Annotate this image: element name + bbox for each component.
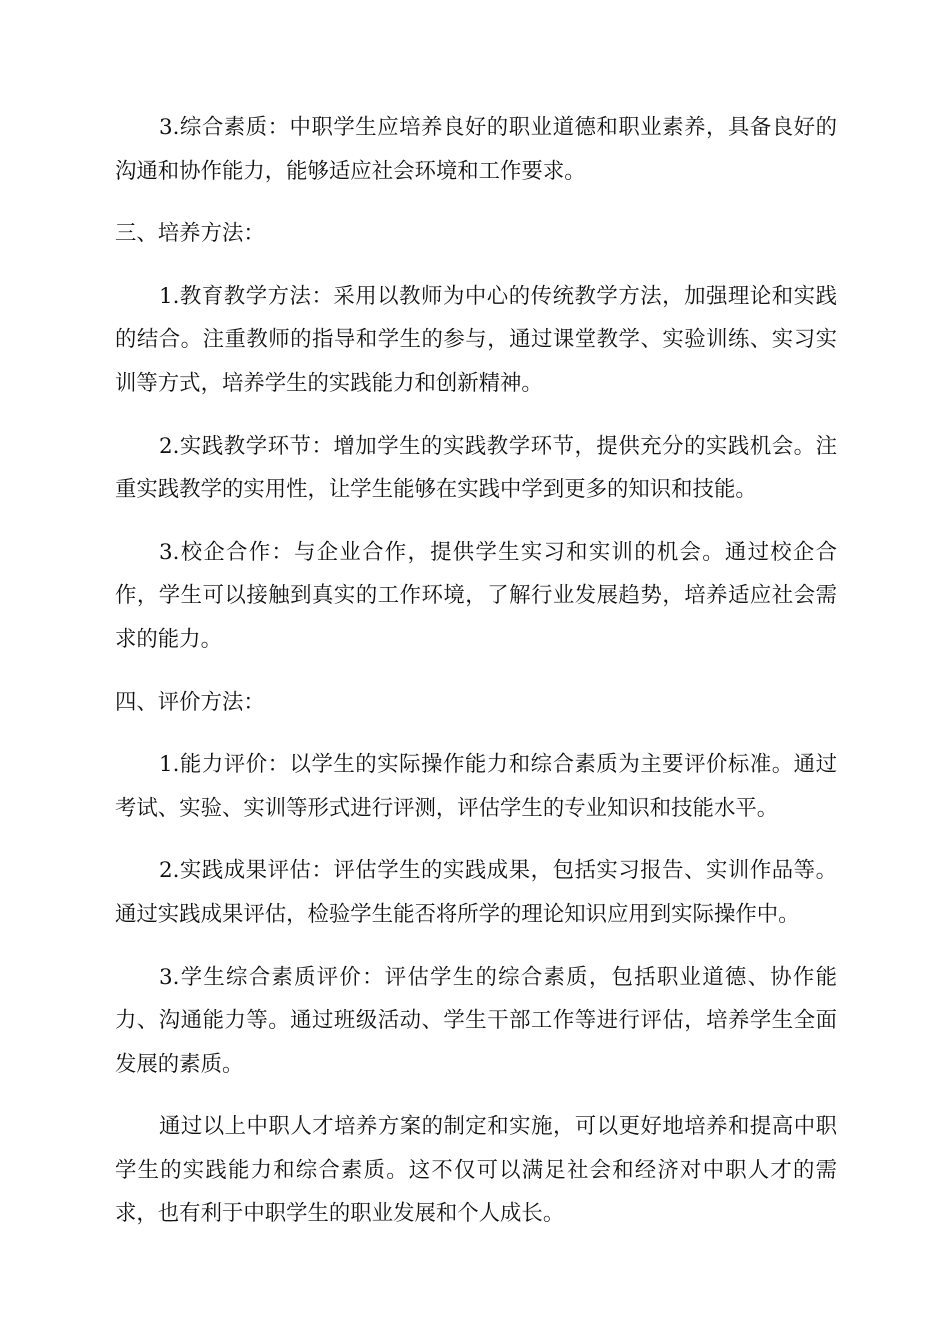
paragraph-teaching-methods: 1.教育教学方法：采用以教师为中心的传统教学方法，加强理论和实践的结合。注重教师的指导和学生的参与，通过课堂教学、实验训练、实习实训等方式，培养学生的实践能力和创新精神。 xyxy=(115,283,837,396)
paragraph-ability-evaluation: 1.能力评价：以学生的实际操作能力和综合素质为主要评价标准。通过考试、实验、实训等形式进行评测，评估学生的专业知识和技能水平。 xyxy=(115,752,837,821)
section-heading-evaluation-methods: 四、评价方法： xyxy=(115,689,265,715)
paragraph-practice-teaching: 2.实践教学环节：增加学生的实践教学环节，提供充分的实践机会。注重实践教学的实用性，让学生能够在实践中学到更多的知识和技能。 xyxy=(115,433,837,503)
paragraph-school-enterprise: 3.校企合作：与企业合作，提供学生实习和实训的机会。通过校企合作，学生可以接触到真实的工作环境，了解行业发展趋势，培养适应社会需求的能力。 xyxy=(115,539,837,652)
paragraph-quality-evaluation: 3.学生综合素质评价：评估学生的综合素质，包括职业道德、协作能力、沟通能力等。通过班级活动、学生干部工作等进行评估，培养学生全面发展的素质。 xyxy=(115,964,837,1077)
document-page xyxy=(115,106,837,1255)
paragraph-comprehensive-quality: 3.综合素质：中职学生应培养良好的职业道德和职业素养，具备良好的沟通和协作能力，能够适应社会环境和工作要求。 xyxy=(115,115,837,184)
paragraph-conclusion: 通过以上中职人才培养方案的制定和实施，可以更好地培养和提高中职学生的实践能力和综合素质。这不仅可以满足社会和经济对中职人才的需求，也有利于中职学生的职业发展和个人成长。 xyxy=(115,1114,837,1227)
paragraph-practice-results: 2.实践成果评估：评估学生的实践成果，包括实习报告、实训作品等。通过实践成果评估，检验学生能否将所学的理论知识应用到实际操作中。 xyxy=(115,858,837,927)
section-heading-training-methods: 三、培养方法： xyxy=(115,221,265,247)
